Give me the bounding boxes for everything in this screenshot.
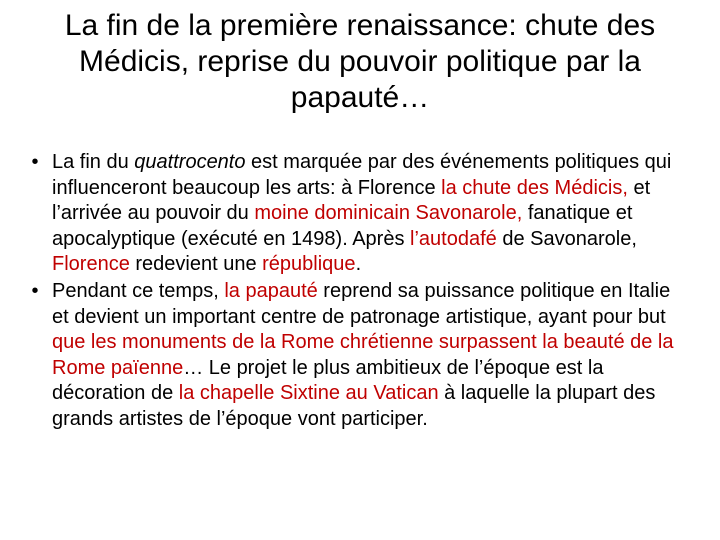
bullet-item [28,150,692,278]
bullet-icon: • [31,279,39,302]
highlighted-text: l’autodafé [410,227,497,250]
body-text: redevient une [129,253,263,276]
highlighted-text: Florence [52,253,130,276]
body-text: La fin du [52,151,135,173]
bullet-list [28,150,692,434]
highlighted-text: moine dominicain Savonarole, [254,202,523,225]
body-text: reprend sa puissance politique en Italie et devient un important centre de patronage artistique, ayant pour but [52,279,671,328]
body-text: et l’arrivée au pouvoir du [52,176,651,225]
highlighted-text: république [262,253,356,276]
body-text: . [355,253,362,276]
bullet-icon: • [31,151,39,173]
body-text: … Le projet le plus ambitieux de l’époque est la décoration de [52,356,604,405]
italic-text: quattrocento [134,151,246,173]
highlighted-text: la papauté [224,279,318,302]
slide-title: La fin de la première renaissance: chute des Médicis, reprise du pouvoir politique par la papauté… [64,9,656,114]
body-text: Pendant ce temps, [52,279,225,302]
highlighted-text: que les monuments de la Rome chrétienne surpassent la beauté de la Rome païenne [52,331,674,379]
body-text: de Savonarole, [496,227,637,250]
body-text: à laquelle la plupart des grands artistes de l’époque vont participer. [52,382,656,430]
body-text: fanatique et apocalyptique (exécuté en 1498). Après [52,202,633,250]
bullet-item [28,279,692,433]
highlighted-text: la chapelle Sixtine au Vatican [178,382,439,405]
body-text: est marquée par des événements politiques qui influenceront beaucoup les arts: à Florence [52,151,672,199]
highlighted-text: la chute des Médicis, [441,176,628,199]
